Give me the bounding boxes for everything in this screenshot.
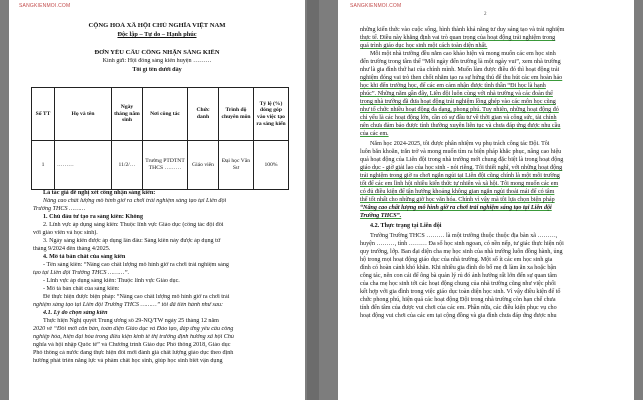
- form-title: ĐƠN YÊU CẦU CÔNG NHẬN SÁNG KIẾN: [94, 49, 220, 56]
- paragraph-line: tính đến tâm của được vui chơi của các em. Phần nữa, các điều kiện phục vụ cho: [360, 305, 557, 311]
- page-number: 2: [484, 12, 487, 17]
- paragraph-line: có đủ điều kiện để tận hưởng khoảng không gian ngắn ngủi thoải mái để có tâm: [360, 189, 555, 195]
- paragraph-line: công tác, nên con cái để ông bà quản lý rủ đó ảnh hưởng rất lớn đến sự quan tâm: [360, 273, 557, 279]
- table-cell: 11/2/…: [112, 141, 143, 190]
- paragraph-line: những kiến thức vào cuộc sống, hình thành khả năng tư duy sáng tạo và trải nghiệm: [360, 27, 565, 33]
- table-header-cell: Trình độ chuyên môn: [219, 88, 254, 141]
- paragraph-line: luôn băn khoăn, trăn trở và mong muốn tìm ra biện pháp khắc phục, nâng cao hiệu: [360, 149, 562, 155]
- paragraph-line: Để thực hiện được biện pháp: “Nâng cao chất lượng mô hình giờ ra chơi trải: [43, 294, 230, 300]
- table-cell: Giáo viên: [188, 141, 219, 190]
- section-heading: 1. Chủ đầu tư tạo ra sáng kiến: Không: [43, 214, 143, 220]
- paragraph-line: kết hợp với gia đình trong việc giáo dục toàn diện học sinh. Vì vậy điều kiện để tổ: [360, 289, 561, 295]
- section-heading: 4.2. Thực trạng tại Liên đội: [370, 223, 442, 229]
- paragraph-line: học khi đến trường học, để các em cảm nhận được tình thần “Đi học là hạnh: [360, 83, 546, 89]
- page-gutter: [307, 0, 319, 400]
- paragraph-line: hoạt động vui chơi của các em tại cộng đồng và gia đình chưa đáp ứng được nhu: [360, 313, 557, 319]
- document-page-2: [338, 0, 634, 400]
- paragraph-line: của các em.: [360, 131, 389, 137]
- paragraph-line: chức phong phú, hiện quả các hoạt động Đội trong nhà trường còn hạn chế chưa: [360, 297, 556, 303]
- paragraph-line: Là tác giả đề nghị xét công nhận sáng kiến:: [43, 190, 156, 196]
- paragraph-line: Trường THCS”.: [360, 213, 402, 219]
- paragraph-line: trải nghiệm trong giờ ra chơi ngắn ngủi tại Liên đội cũng chính là một môi trường: [360, 173, 560, 179]
- table-cell: 1: [32, 141, 55, 190]
- paragraph-line: 3. Ngày sáng kiến được áp dụng lần đầu: Sáng kiến này được áp dụng từ: [43, 238, 221, 244]
- paragraph-line: nghiệm đóng vai trò then chốt nhằm tạo ra sự hứng thú để thu hút các em hoàn hảo: [360, 75, 563, 81]
- paragraph-line: Thực hiện Nghị quyết Trung ương số 29-NQ/TW ngày 25 tháng 12 năm: [43, 318, 219, 324]
- paragraph-line: Trường THCS ………: [33, 206, 86, 212]
- paragraph-line: trong nhà trường đã đưa hoạt động trải nghiệm lồng ghép vào các môn học cũng: [360, 99, 556, 105]
- paragraph-line: nên chưa đảm bảo được tính thường xuyên liên tục và chưa đáp ứng được nhu cầu: [360, 123, 561, 129]
- paragraph-line: nghĩa và hội nhập Quốc tế” và Chương trình Giáo dục Phổ thông 2018, Giáo dục: [33, 342, 231, 348]
- paragraph-line: thế tốt nhất cho những giờ học văn hóa. Chính vì vậy mà tôi lựa chọn biện pháp: [360, 197, 555, 203]
- table-cell: Đại học Văn Sư: [219, 141, 254, 190]
- watermark-header: SANGKIENMOI.COM: [350, 3, 402, 9]
- paragraph-line: quả hoạt động của Liên đội trong nhà trường mới chung đặc biệt là trong hoạt động: [360, 157, 564, 163]
- paragraph-line: - Mô tả bản chất của sáng kiến:: [43, 286, 120, 292]
- table-header-cell: Chức danh: [188, 88, 219, 141]
- paragraph-line: “Nâng cao chất lượng mô hình giờ ra chơi trải nghiệm sáng tạo tại Liên đội: [360, 205, 552, 211]
- table-header-cell: Số TT: [32, 88, 55, 141]
- paragraph-line: phúc”. Những năm gần đây, Liên đội luôn cùng với nhà trường và các đoàn thể: [360, 91, 553, 97]
- paragraph-line: Năm học 2024-2025, tôi được phân nhiệm vụ phụ trách công tác Đội. Tôi: [370, 141, 550, 147]
- paragraph-line: tháng 9/2024 đến tháng 4/2025.: [33, 246, 111, 252]
- paragraph-line: Trường Trường THCS ……… là một trường thuộc thuộc địa bàn xã ………,: [370, 233, 558, 239]
- paragraph-line: Nâng cao chất lượng mô hình giờ ra chơi trải nghiệm sáng tạo tại Liên đội: [43, 198, 227, 204]
- paragraph-line: nghiệm sáng tạo tại Liên đội Trường THCS ………” tôi đã tiến hành như sau:: [33, 302, 224, 308]
- paragraph-line: 2020 về “Đổi mới căn bản, toàn diện Giáo dục và Đào tạo, đáp ứng yêu cầu công: [33, 326, 234, 332]
- table-header-cell: Họ và tên: [55, 88, 112, 141]
- section-heading: 4. Mô tả bản chất của sáng kiến: [43, 254, 126, 260]
- paragraph-line: như tổ chức nhiều hoạt động đa dạng, phong phú. Tuy nhiên, những hoạt động đó: [360, 107, 559, 113]
- paragraph-line: - Tên sáng kiến: “Nâng cao chất lượng mô hình giờ ra chơi trải nghiệm sáng: [43, 262, 229, 268]
- paragraph-line: Mỗi một nhà trường đều nằm cao khảo hiện và mong muốn các em học sinh: [370, 51, 556, 57]
- motto-heading: Độc lập – Tự do – Hạnh phúc: [117, 31, 197, 38]
- paragraph-line: - Lĩnh vực áp dụng sáng kiến: Thuộc lĩnh vực Giáo dục.: [43, 278, 180, 284]
- paragraph-line: hộ trong mọi hoạt động giáo dục của nhà trường. Một số ít các em học sinh gia: [360, 257, 553, 263]
- nation-heading: CỘNG HOÀ XÃ HỘI CHỦ NGHĨA VIỆT NAM: [88, 22, 226, 29]
- paragraph-line: nghiệp hóa, hiện đại hóa trong điều kiện kinh tế thị trường định hướng xã hội Chủ: [33, 334, 234, 340]
- table-header-cell: Tỷ lệ (%) đóng góp vào việc tạo ra sáng kiến: [254, 88, 289, 141]
- paragraph-line: huyện ………, tỉnh ……… Đa số học sinh ngoan, có nền nếp, tư giác thực hiện nội: [360, 241, 564, 247]
- document-page-1: [9, 0, 305, 400]
- paragraph-line: thực tế. Điều này khẳng định vai trò quan trọng của hoạt động trải nghiệm trong: [360, 35, 556, 41]
- paragraph-line: với giáo viên và học sinh).: [33, 230, 98, 236]
- paragraph-line: chỉ yếu là các hoạt động lớn, cần có sự đầu tư về thời gian và công sức, tài chính: [360, 115, 557, 121]
- table-row: [32, 141, 289, 190]
- paragraph-line: quy trường, lớp. Ban đại diện cha mẹ học sinh của nhà trường luôn đồng hành, ủng: [360, 249, 563, 255]
- paragraph-line: Phổ thông cả nước đang thực hiện đổi mới đánh giá chất lượng giáo dục theo định: [33, 350, 234, 356]
- table-header-cell: Ngày tháng năm sinh: [112, 88, 143, 141]
- paragraph-line: hướng phát triển năng lực và phẩm chất học sinh, giúp học sinh biết vận dụng: [33, 358, 223, 364]
- table-header-cell: Nơi công tác: [143, 88, 188, 141]
- paragraph-line: của cha mẹ học sinh tới các hoạt động chung của nhà trường cũng như việc phối: [360, 281, 556, 287]
- authors-title: Tôi gì tên dưới đây: [132, 67, 182, 73]
- paragraph-line: giáo dục - giờ giải lao của học sinh - nói riêng. Tôi thiết nghĩ, với những hoạt động: [360, 165, 563, 171]
- section-heading: 4.1. Lý do chọn sáng kiến: [43, 310, 108, 316]
- paragraph-line: đến trường trong tâm thế “Mỗi ngày đến trường là một ngày vui”, xem nhà trường: [360, 59, 561, 65]
- author-table: [31, 87, 289, 190]
- table-header-row: [32, 88, 289, 141]
- watermark-header: SANGKIENMOI.COM: [19, 3, 71, 9]
- table-cell: ………: [55, 141, 112, 190]
- paragraph-line: tạo tại Liên đội Trường THCS ………”.: [33, 270, 130, 276]
- paragraph-line: quá trình giáo dục học sinh một cách toàn diện nhất.: [360, 43, 488, 49]
- table-cell: Trường PTDTNT THCS ………: [143, 141, 188, 190]
- paragraph-line: như là gia đình thứ hai của chính mình. Muốn làm được điều đó thì hoạt động trải: [360, 67, 560, 73]
- recipient-line: Kính gửi: Hội đồng sáng kiến huyện ………: [102, 58, 212, 64]
- paragraph-line: đình có hoàn cảnh khó khăn. Khi nhiều gia đình do bố mẹ đi làm ăn xa hoặc bận: [360, 265, 557, 271]
- paragraph-line: 2. Lĩnh vực áp dụng sáng kiến: Thuộc lĩnh vực Giáo dục (công tác đội đối: [43, 222, 224, 228]
- table-cell: 100%: [254, 141, 289, 190]
- paragraph-line: tốt để các em lĩnh hội nhiều kiến thức tự nhiên và xã hội. Tôi mong muốn các em: [360, 181, 559, 187]
